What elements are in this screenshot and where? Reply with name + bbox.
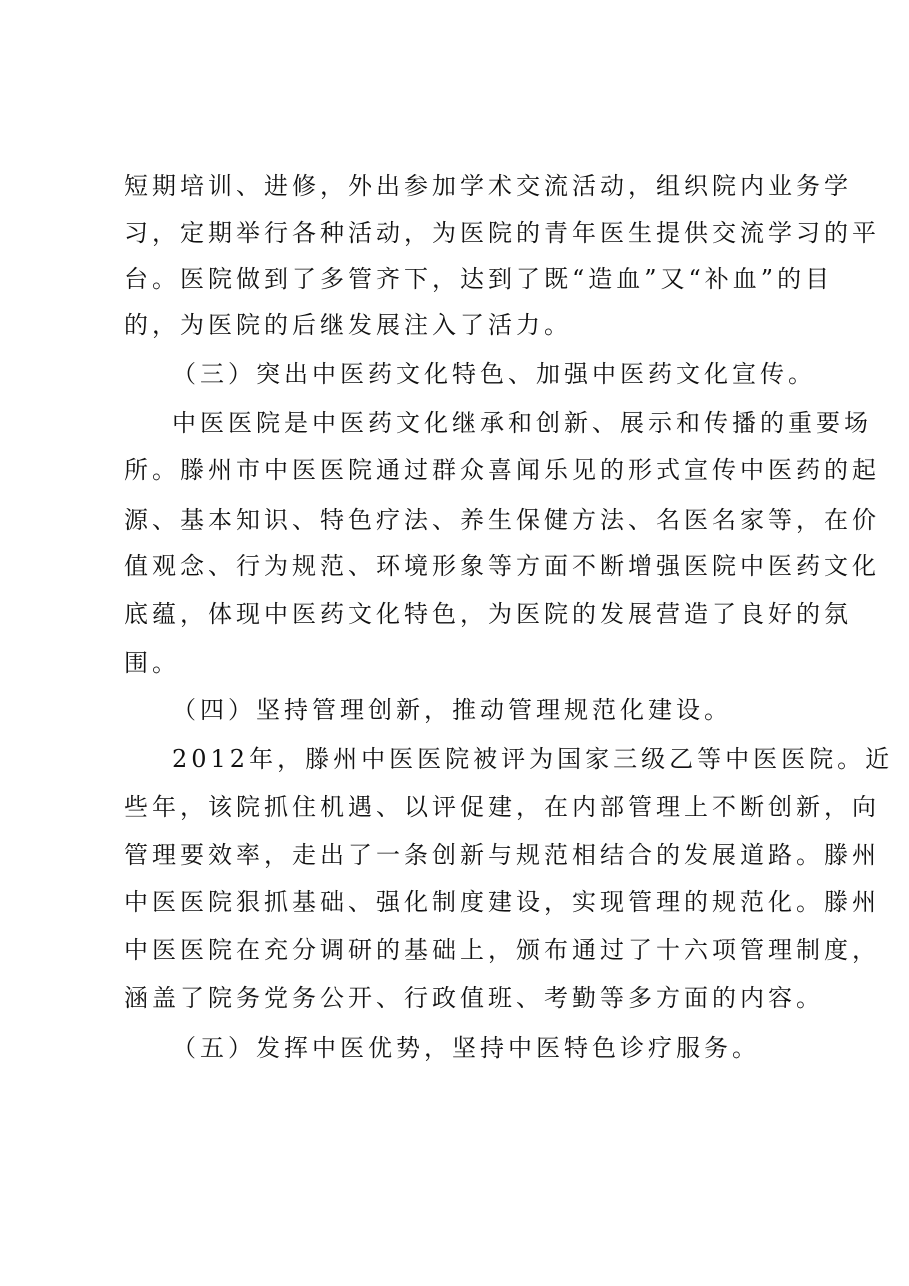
section-heading: （三）突出中医药文化特色、加强中医药文化宣传。: [172, 360, 816, 388]
section-heading: （五）发挥中医优势，坚持中医特色诊疗服务。: [172, 1034, 760, 1062]
text-line: 值观念、行为规范、环境形象等方面不断增强医院中医药文化: [124, 552, 880, 580]
text-line: 些年，该院抓住机遇、以评促建，在内部管理上不断创新，向: [124, 793, 880, 821]
text-line: 管理要效率，走出了一条创新与规范相结合的发展道路。滕州: [124, 841, 880, 869]
text-line: 所。滕州市中医医院通过群众喜闻乐见的形式宣传中医药的起: [124, 456, 880, 484]
section-heading: （四）坚持管理创新，推动管理规范化建设。: [172, 696, 732, 724]
text-line: 底蕴，体现中医药文化特色，为医院的发展营造了良好的氛: [124, 600, 852, 628]
text-line: 短期培训、进修，外出参加学术交流活动，组织院内业务学: [124, 172, 852, 200]
text-line: 围。: [124, 649, 180, 677]
text-line: 2012年，滕州中医医院被评为国家三级乙等中医医院。近: [172, 745, 894, 773]
text-line: 中医医院是中医药文化继承和创新、展示和传播的重要场: [172, 409, 872, 437]
text-line: 中医医院在充分调研的基础上，颁布通过了十六项管理制度，: [124, 936, 880, 964]
text-line: 习，定期举行各种活动，为医院的青年医生提供交流学习的平: [124, 219, 880, 247]
text-line: 涵盖了院务党务公开、行政值班、考勤等多方面的内容。: [124, 984, 824, 1012]
text-line: 中医医院狠抓基础、强化制度建设，实现管理的规范化。滕州: [124, 888, 880, 916]
text-line: 源、基本知识、特色疗法、养生保健方法、名医名家等，在价: [124, 506, 880, 534]
text-line: 的，为医院的后继发展注入了活力。: [124, 311, 572, 339]
text-line: 台。医院做到了多管齐下，达到了既“造血”又“补血”的目: [124, 265, 834, 293]
